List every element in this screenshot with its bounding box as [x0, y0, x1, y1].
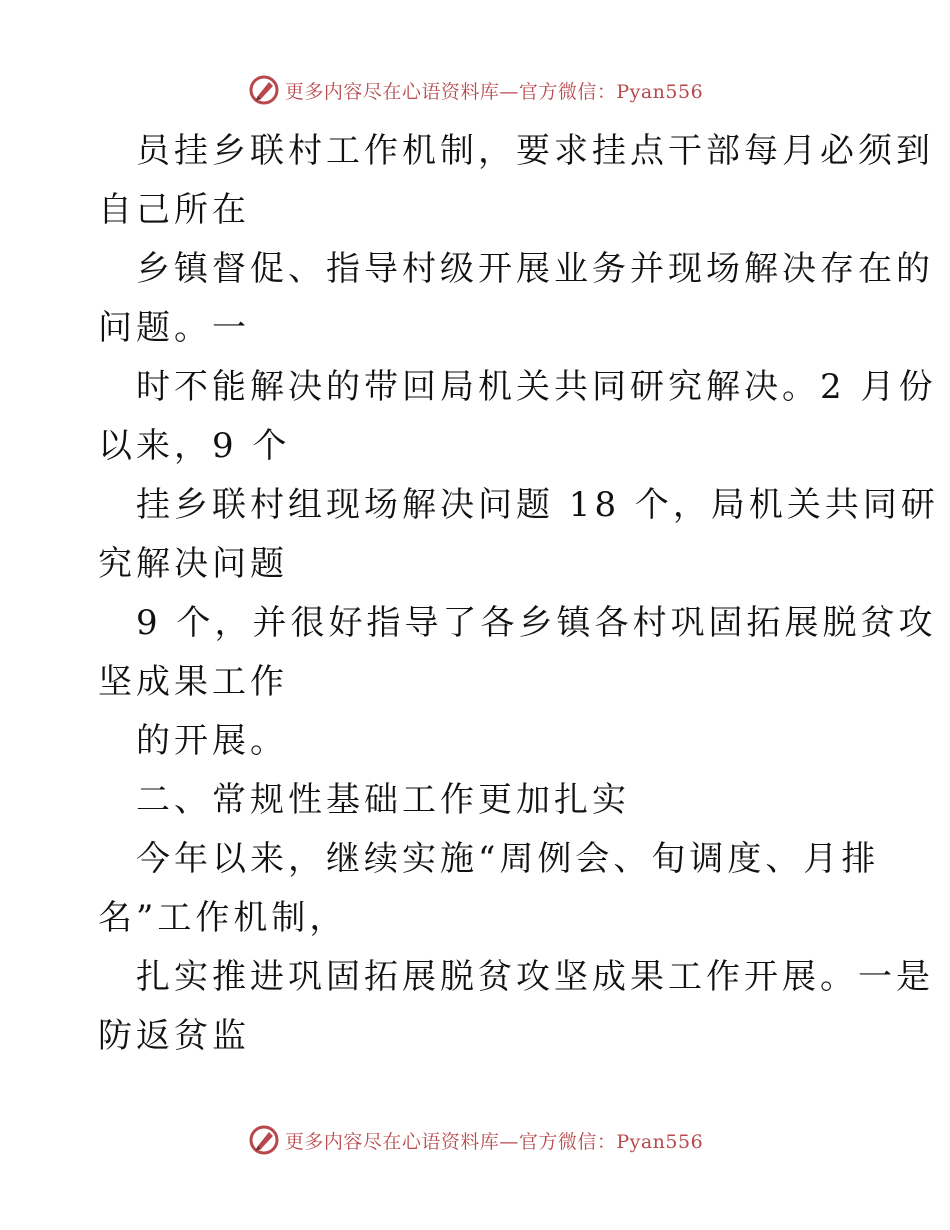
- text-line: 坚成果工作: [98, 662, 288, 702]
- text-line: 乡镇督促、指导村级开展业务并现场解决存在的: [136, 249, 934, 289]
- text-line: 以来，9 个: [98, 426, 291, 466]
- text-line: 究解决问题: [98, 544, 288, 584]
- text-line: 9 个，并很好指导了各乡镇各村巩固拓展脱贫攻: [136, 603, 937, 643]
- text-line: 名”工作机制，: [98, 898, 348, 938]
- body-text: [98, 122, 939, 1066]
- text-line: 员挂乡联村工作机制，要求挂点干部每月必须到: [136, 131, 934, 171]
- pen-nib-logo-icon: [247, 1123, 281, 1157]
- header-watermark-banner: [0, 70, 950, 110]
- text-line: 今年以来，继续实施“周例会、旬调度、月排: [136, 839, 880, 879]
- text-line: 问题。一: [98, 308, 250, 348]
- text-line: 扎实推进巩固拓展脱贫攻坚成果工作开展。一是: [136, 957, 934, 997]
- text-line: 防返贫监: [98, 1016, 250, 1056]
- pen-nib-logo-icon: [247, 73, 281, 107]
- footer-watermark-text: 更多内容尽在心语资料库—官方微信：Pyan556: [284, 1130, 704, 1153]
- text-line: 自己所在: [98, 190, 250, 230]
- footer-watermark-banner: [0, 1120, 950, 1160]
- text-line: 挂乡联村组现场解决问题 18 个，局机关共同研: [136, 485, 939, 525]
- header-watermark-text: 更多内容尽在心语资料库—官方微信：Pyan556: [284, 80, 704, 103]
- text-line: 时不能解决的带回局机关共同研究解决。2 月份: [136, 367, 937, 407]
- text-line: 的开展。: [136, 721, 288, 761]
- section-heading: 二、常规性基础工作更加扎实: [136, 780, 630, 820]
